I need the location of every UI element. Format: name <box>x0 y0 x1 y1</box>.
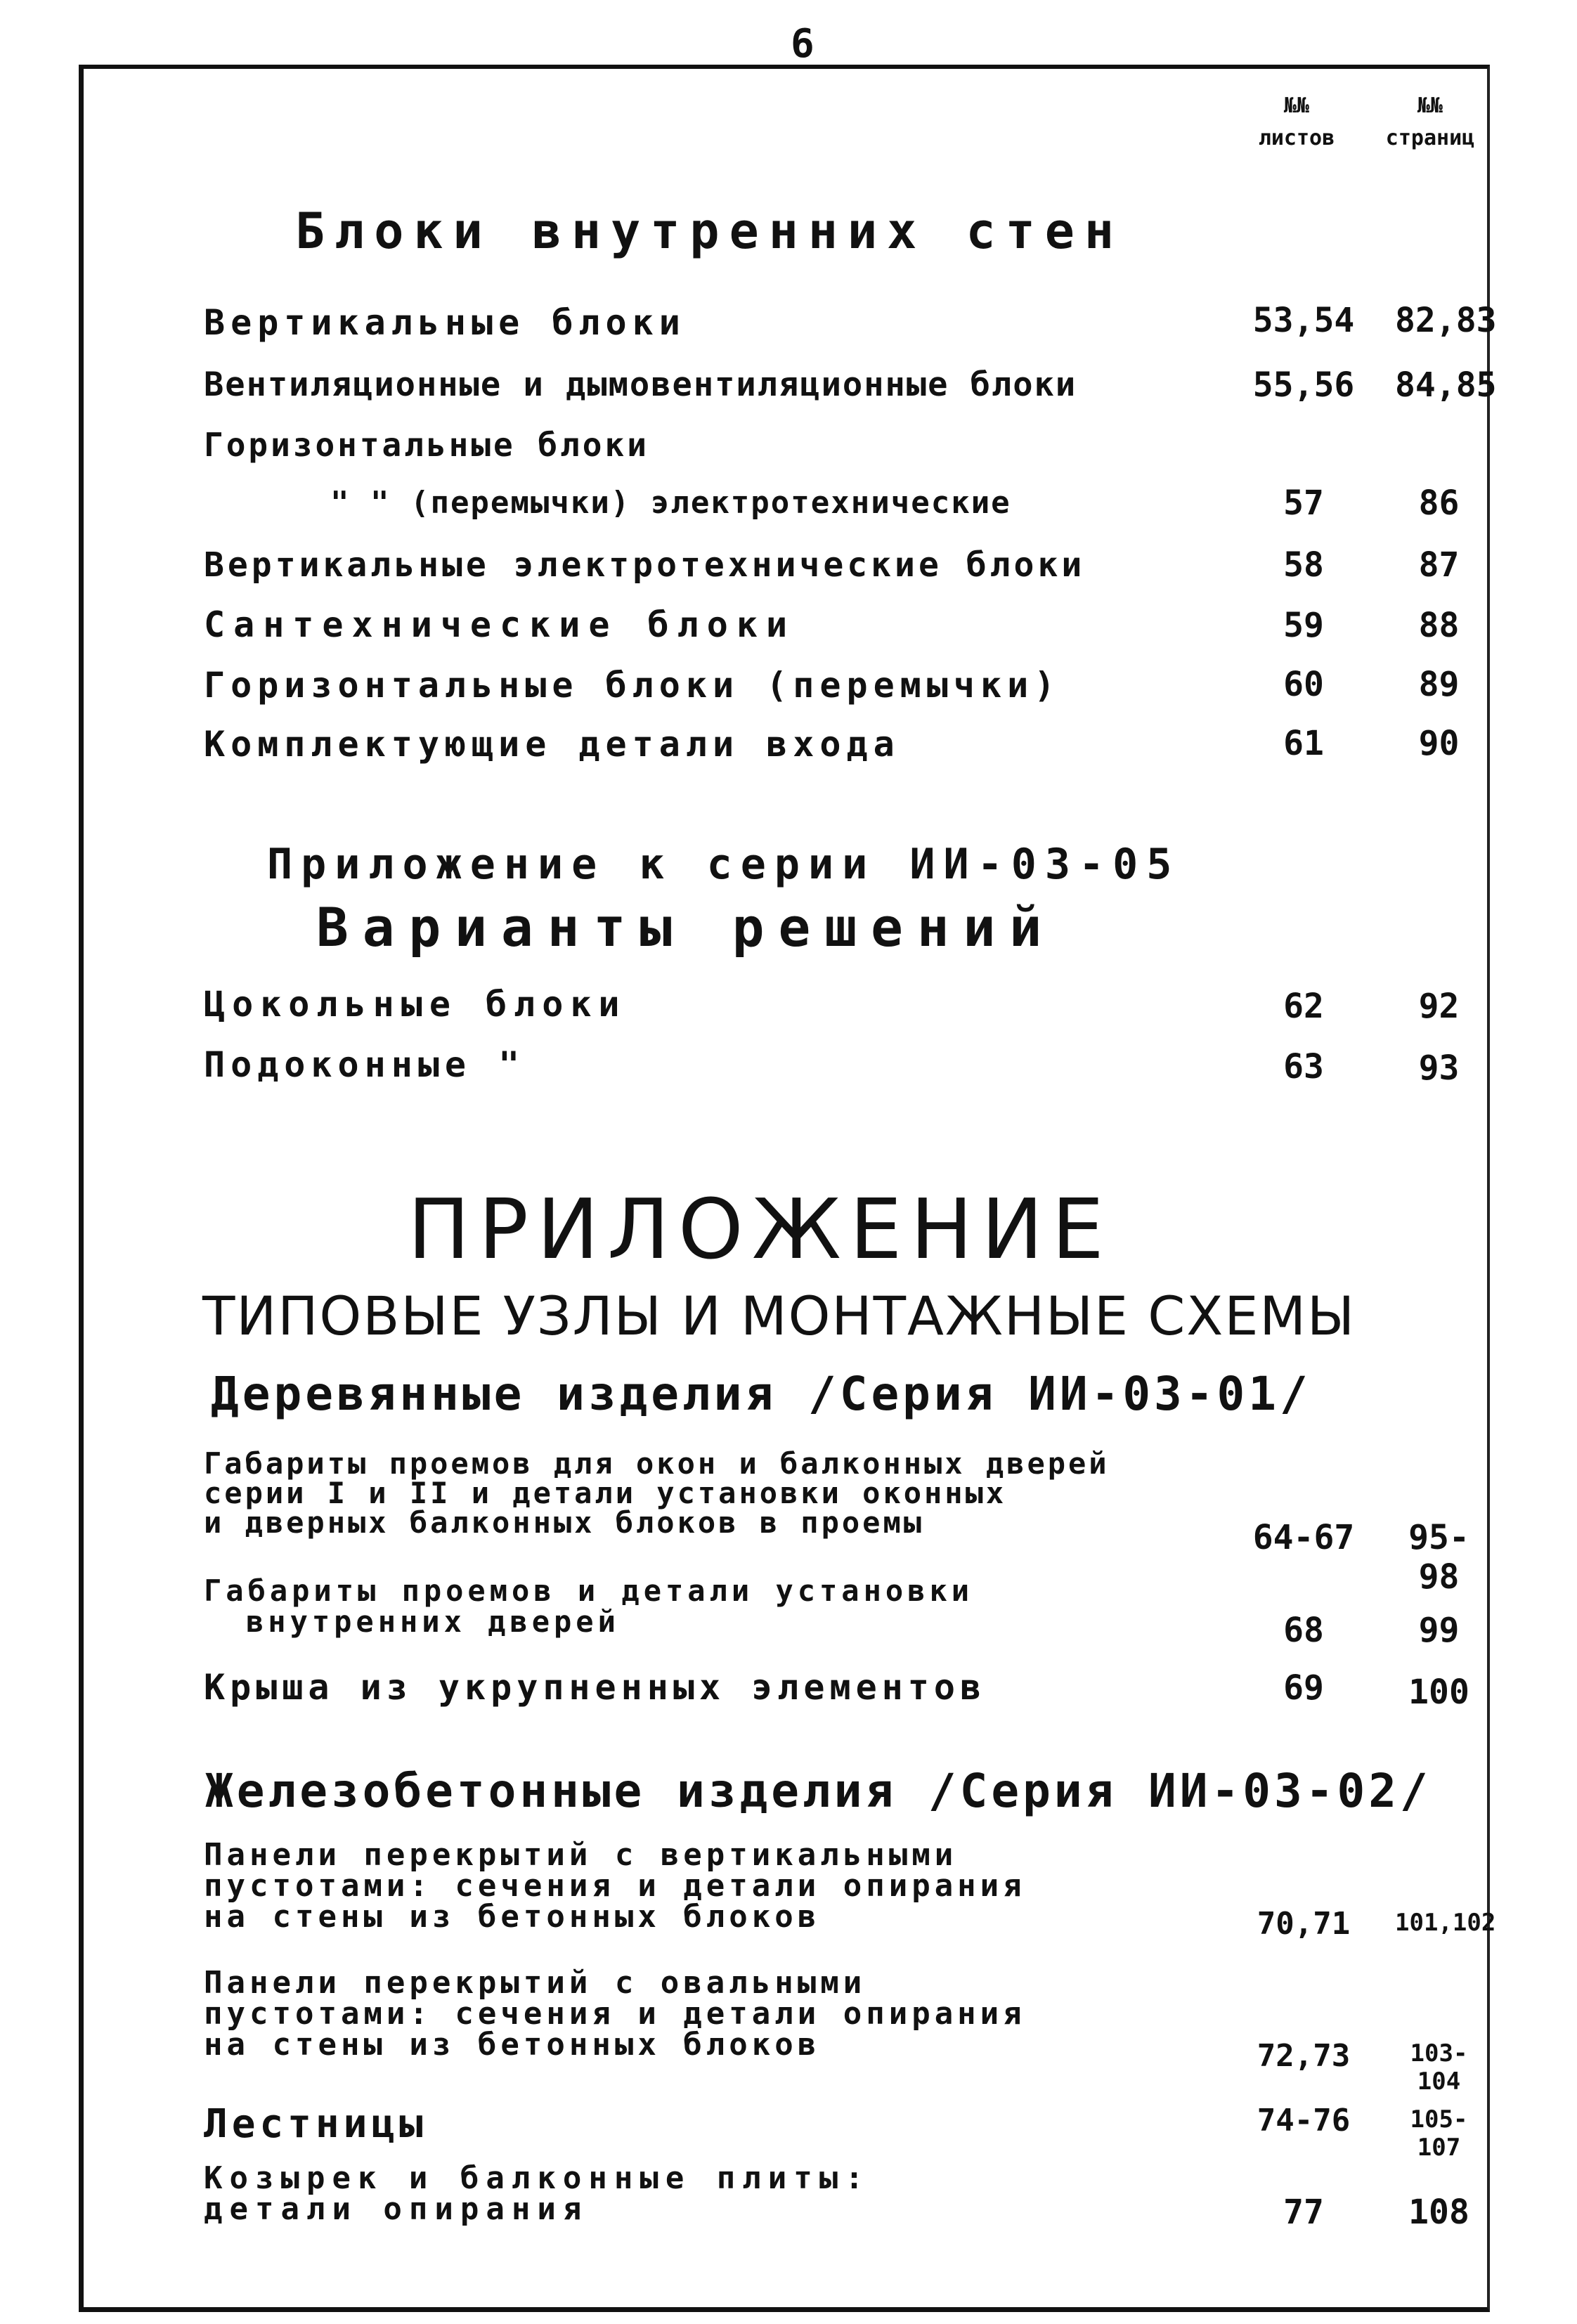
page-ref: 84,85 <box>1395 365 1497 405</box>
list-item: Крыша из укрупненных элементов <box>204 1667 987 1708</box>
appendix-series-title: Приложение к серии ИИ-03-05 <box>267 840 1181 889</box>
list-item-line: пустотами: сечения и детали опирания <box>204 1868 1026 1904</box>
page-ref: 90 <box>1418 724 1460 763</box>
page-ref: 86 <box>1418 483 1460 523</box>
list-item: Цокольные блоки <box>204 984 627 1025</box>
list-item-line: на стены из бетонных блоков <box>204 1899 821 1935</box>
sheet-number: 62 <box>1283 987 1324 1026</box>
list-item-line: Козырек и балконные плиты: <box>204 2160 871 2196</box>
list-item-line: на стены из бетонных блоков <box>204 2027 821 2063</box>
sheet-number: 69 <box>1283 1668 1324 1708</box>
sheet-number: 57 <box>1283 483 1324 523</box>
page-ref: 105-107 <box>1410 2105 1468 2162</box>
list-item-line: пустотами: сечения и детали опирания <box>204 1996 1026 2032</box>
list-item: Вертикальные блоки <box>204 302 686 343</box>
section-title-inner-walls: Блоки внутренних стен <box>295 202 1124 260</box>
header-pages-label: страниц <box>1385 126 1475 150</box>
appendix-subtitle: ТИПОВЫЕ УЗЛЫ И МОНТАЖНЫЕ СХЕМЫ <box>202 1285 1356 1347</box>
page-ref: 100 <box>1408 1673 1469 1712</box>
sheet-number: 64-67 <box>1252 1518 1355 1557</box>
list-item <box>204 1446 1110 1540</box>
list-item: Горизонтальные блоки (перемычки) <box>204 665 1061 706</box>
sheet-number: 60 <box>1283 665 1324 704</box>
sheet-number: 72,73 <box>1257 2038 1351 2074</box>
list-item-line: и дверных балконных блоков в проемы <box>204 1505 925 1540</box>
appendix-series-subtitle: Варианты решений <box>316 896 1056 959</box>
sheet-number: 55,56 <box>1252 365 1355 405</box>
list-item-line: серии I и II и детали установки оконных <box>204 1476 1007 1510</box>
header-sheets <box>1240 90 1353 155</box>
list-item <box>204 1965 1026 2063</box>
page-ref: 87 <box>1418 545 1460 585</box>
sheet-number: 68 <box>1283 1611 1324 1650</box>
page-ref: 88 <box>1418 606 1460 645</box>
page-ref: 103-104 <box>1410 2039 1468 2096</box>
list-item: Вентиляционные и дымовентиляционные блоки <box>204 365 1077 404</box>
sheet-number: 74-76 <box>1257 2103 1351 2138</box>
header-sheets-label: листов <box>1258 126 1335 150</box>
header-sheets-symbol: №№ <box>1283 93 1310 118</box>
sheet-number: 61 <box>1283 724 1324 763</box>
header-pages-symbol: №№ <box>1417 93 1443 118</box>
page-number: 6 <box>791 21 815 67</box>
list-item <box>204 1573 974 1639</box>
page-ref: 89 <box>1418 665 1460 704</box>
sheet-number: 53,54 <box>1252 301 1355 340</box>
list-item: Лестницы <box>204 2101 427 2147</box>
wood-heading: Деревянные изделия /Серия ИИ-03-01/ <box>211 1367 1311 1421</box>
page-ref: 92 <box>1418 987 1460 1026</box>
page-ref: 95-98 <box>1408 1518 1469 1597</box>
list-item-line: Габариты проемов и детали установки <box>204 1573 974 1608</box>
list-item-line: детали опирания <box>204 2191 589 2227</box>
page-ref: 101,102 <box>1395 1909 1496 1937</box>
sheet-number: 77 <box>1283 2193 1324 2232</box>
list-item: " " (перемычки) электротехнические <box>330 485 1011 521</box>
list-item <box>204 2160 871 2227</box>
list-item: Сантехнические блоки <box>204 604 796 645</box>
list-item: Горизонтальные блоки <box>204 426 649 464</box>
sheet-number: 63 <box>1283 1047 1324 1086</box>
list-item-line: Габариты проемов для окон и балконных дверей <box>204 1446 1110 1481</box>
page-ref: 82,83 <box>1395 301 1497 340</box>
list-item: Комплектующие детали входа <box>204 724 900 765</box>
concrete-heading: Железобетонные изделия /Серия ИИ-03-02/ <box>205 1764 1432 1818</box>
page-ref: 99 <box>1418 1611 1460 1650</box>
header-pages <box>1374 90 1486 155</box>
list-item <box>204 1837 1026 1935</box>
page-ref: 108 <box>1408 2193 1469 2232</box>
list-item-line: Панели перекрытий с овальными <box>204 1965 867 2001</box>
page-ref: 93 <box>1418 1049 1460 1088</box>
list-item-line: внутренних дверей <box>246 1604 620 1639</box>
sheet-number: 58 <box>1283 545 1324 585</box>
appendix-title: ПРИЛОЖЕНИЕ <box>408 1181 1112 1278</box>
list-item: Вертикальные электротехнические блоки <box>204 545 1086 585</box>
list-item: Подоконные " <box>204 1044 526 1085</box>
sheet-number: 59 <box>1283 606 1324 645</box>
sheet-number: 70,71 <box>1257 1906 1351 1942</box>
list-item-line: Панели перекрытий с вертикальными <box>204 1837 958 1873</box>
